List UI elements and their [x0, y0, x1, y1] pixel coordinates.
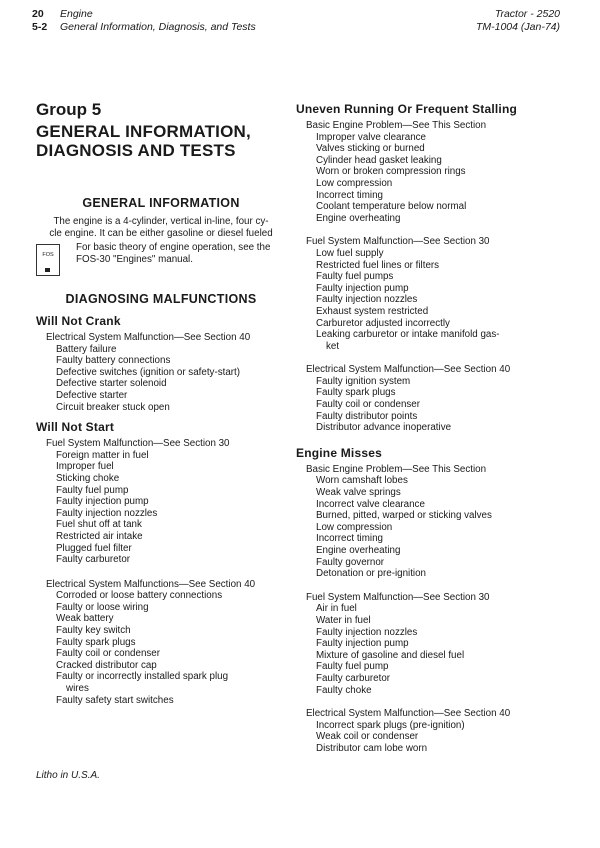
block-title: Fuel System Malfunction—See Section 30 [306, 236, 490, 248]
list-item: Faulty ignition system [316, 375, 411, 387]
list-item: Worn or broken compression rings [316, 166, 466, 178]
list-item-continuation: ket [326, 340, 340, 352]
list-item: Fuel shut off at tank [56, 519, 142, 531]
list-item: Defective switches (ignition or safety-start) [56, 366, 241, 378]
uneven-basic [296, 120, 566, 224]
manual-code: TM-1004 (Jan-74) [475, 21, 560, 33]
engine-misses-heading: Engine Misses [296, 445, 382, 460]
block-title: Electrical System Malfunction—See Section 40 [306, 364, 511, 376]
group-title-line1: GENERAL INFORMATION, [36, 122, 251, 141]
list-item: Faulty spark plugs [316, 387, 396, 399]
list-item [316, 329, 566, 352]
list-item: Low fuel supply [316, 247, 384, 259]
manual-reference-icon [36, 244, 60, 276]
header-right [360, 8, 560, 34]
list-item-text: Leaking carburetor or intake manifold gas- [316, 329, 500, 341]
block-title: Fuel System Malfunction—See Section 30 [46, 438, 230, 450]
will-not-start-electrical [36, 579, 286, 707]
list-item: Air in fuel [316, 603, 357, 615]
cause-list [296, 475, 566, 579]
list-item: Corroded or loose battery connections [56, 590, 223, 602]
manual-reference-icon-mark [45, 268, 50, 272]
list-item: Faulty coil or condenser [56, 648, 161, 660]
page-footer: Litho in U.S.A. [36, 770, 100, 781]
general-info-heading: GENERAL INFORMATION [82, 196, 240, 210]
cause-list [36, 450, 286, 566]
list-item: Faulty injection nozzles [316, 626, 418, 638]
list-item: Faulty or loose wiring [56, 601, 149, 613]
list-item: Battery failure [56, 343, 117, 355]
list-item: Faulty governor [316, 556, 385, 568]
list-item: Faulty spark plugs [56, 636, 136, 648]
list-item: Cracked distributor cap [56, 659, 157, 671]
list-item: Restricted fuel lines or filters [316, 259, 440, 271]
list-item: Low compression [316, 521, 393, 533]
left-column [36, 100, 286, 706]
list-item: Mixture of gasoline and diesel fuel [316, 649, 465, 661]
list-item: Incorrect timing [316, 189, 383, 201]
list-item: Faulty choke [316, 684, 372, 696]
list-item: Faulty injection nozzles [56, 507, 158, 519]
group-number: Group 5 [36, 100, 102, 119]
list-item: Faulty battery connections [56, 355, 171, 367]
cause-list [36, 590, 286, 706]
reference-note-text: For basic theory of engine operation, see the FOS-30 "Engines" manual. [76, 242, 271, 265]
right-column [296, 102, 566, 755]
reference-note [36, 242, 286, 278]
cause-list [296, 376, 566, 434]
list-item: Valves sticking or burned [316, 143, 425, 155]
list-item: Faulty injection pump [56, 496, 149, 508]
list-item: Detonation or pre-ignition [316, 568, 427, 580]
list-item-text: Faulty or incorrectly installed spark plug [56, 671, 229, 683]
cause-list [36, 344, 286, 414]
list-item: Faulty fuel pumps [316, 271, 394, 283]
header-left [32, 8, 332, 34]
list-item: Foreign matter in fuel [56, 449, 149, 461]
list-item-continuation: wires [66, 683, 89, 695]
list-item: Distributor cam lobe worn [316, 742, 428, 754]
cause-list [296, 248, 566, 352]
manual-title: Tractor - 2520 [494, 8, 560, 20]
general-info-line1: The engine is a 4-cylinder, vertical in-line, four cy- [53, 216, 269, 227]
list-item: Faulty carburetor [56, 554, 131, 566]
list-item: Faulty carburetor [316, 672, 391, 684]
will-not-crank-electrical [36, 332, 286, 413]
list-item: Low compression [316, 177, 393, 189]
will-not-start-heading: Will Not Start [36, 420, 115, 435]
list-item: Faulty safety start switches [56, 694, 174, 706]
list-item: Sticking choke [56, 472, 120, 484]
list-item: Distributor advance inoperative [316, 422, 452, 434]
list-item: Weak valve springs [316, 487, 401, 499]
list-item: Faulty injection pump [316, 638, 409, 650]
cause-list [296, 603, 566, 696]
block-title: Basic Engine Problem—See This Section [306, 120, 487, 131]
list-item: Faulty fuel pump [316, 661, 389, 673]
list-item: Faulty injection nozzles [316, 294, 418, 306]
block-title: Electrical System Malfunction—See Section 40 [46, 332, 251, 343]
list-item: Improper valve clearance [316, 131, 426, 143]
list-item: Circuit breaker stuck open [56, 401, 170, 413]
uneven-running-heading: Uneven Running Or Frequent Stalling [296, 102, 518, 116]
block-title: Electrical System Malfunctions—See Section 40 [46, 578, 256, 590]
list-item: Weak battery [56, 613, 114, 625]
list-item: Defective starter [56, 389, 128, 401]
list-item: Coolant temperature below normal [316, 201, 467, 213]
manual-reference-icon-label: FOS [42, 252, 54, 258]
list-item: Cylinder head gasket leaking [316, 154, 442, 166]
list-item: Improper fuel [56, 461, 114, 473]
cause-list [296, 720, 566, 755]
list-item [56, 671, 286, 694]
misses-basic [296, 464, 566, 580]
list-item: Engine overheating [316, 545, 401, 556]
uneven-electrical [296, 364, 566, 434]
general-info-line2: cle engine. It can be either gasoline or diesel fueled [49, 228, 273, 238]
cause-list [296, 132, 566, 225]
list-item: Weak coil or condenser [316, 731, 419, 743]
list-item: Plugged fuel filter [56, 542, 132, 554]
list-item: Faulty key switch [56, 625, 131, 637]
chapter-name: Engine [60, 8, 93, 20]
list-item: Worn camshaft lobes [316, 475, 408, 487]
list-item: Incorrect timing [316, 533, 383, 545]
will-not-crank-heading: Will Not Crank [36, 314, 121, 328]
block-title: Basic Engine Problem—See This Section [306, 463, 487, 475]
general-info-paragraph [36, 216, 286, 238]
list-item: Burned, pitted, warped or sticking valves [316, 510, 492, 522]
list-item: Engine overheating [316, 212, 401, 224]
misses-electrical [296, 708, 566, 754]
list-item: Water in fuel [316, 614, 371, 626]
list-item: Restricted air intake [56, 530, 143, 542]
list-item: Faulty fuel pump [56, 484, 129, 496]
page-number: 20 [32, 8, 44, 20]
list-item: Defective starter solenoid [56, 378, 167, 390]
group-title-line2: DIAGNOSIS AND TESTS [36, 141, 236, 160]
section-title: General Information, Diagnosis, and Tests [60, 21, 256, 33]
section-number: 5-2 [32, 21, 48, 33]
list-item: Carburetor adjusted incorrectly [316, 317, 450, 329]
will-not-start-fuel [36, 438, 286, 566]
list-item: Incorrect valve clearance [316, 498, 425, 510]
diagnosing-heading: DIAGNOSING MALFUNCTIONS [65, 292, 257, 306]
list-item: Faulty injection pump [316, 282, 409, 294]
list-item: Faulty distributor points [316, 410, 418, 422]
misses-fuel [296, 592, 566, 696]
list-item: Exhaust system restricted [316, 305, 429, 317]
uneven-fuel [296, 236, 566, 352]
block-title: Electrical System Malfunction—See Section 40 [306, 708, 511, 720]
list-item: Faulty coil or condenser [316, 399, 421, 411]
block-title: Fuel System Malfunction—See Section 30 [306, 591, 490, 603]
list-item: Incorrect spark plugs (pre-ignition) [316, 719, 465, 731]
